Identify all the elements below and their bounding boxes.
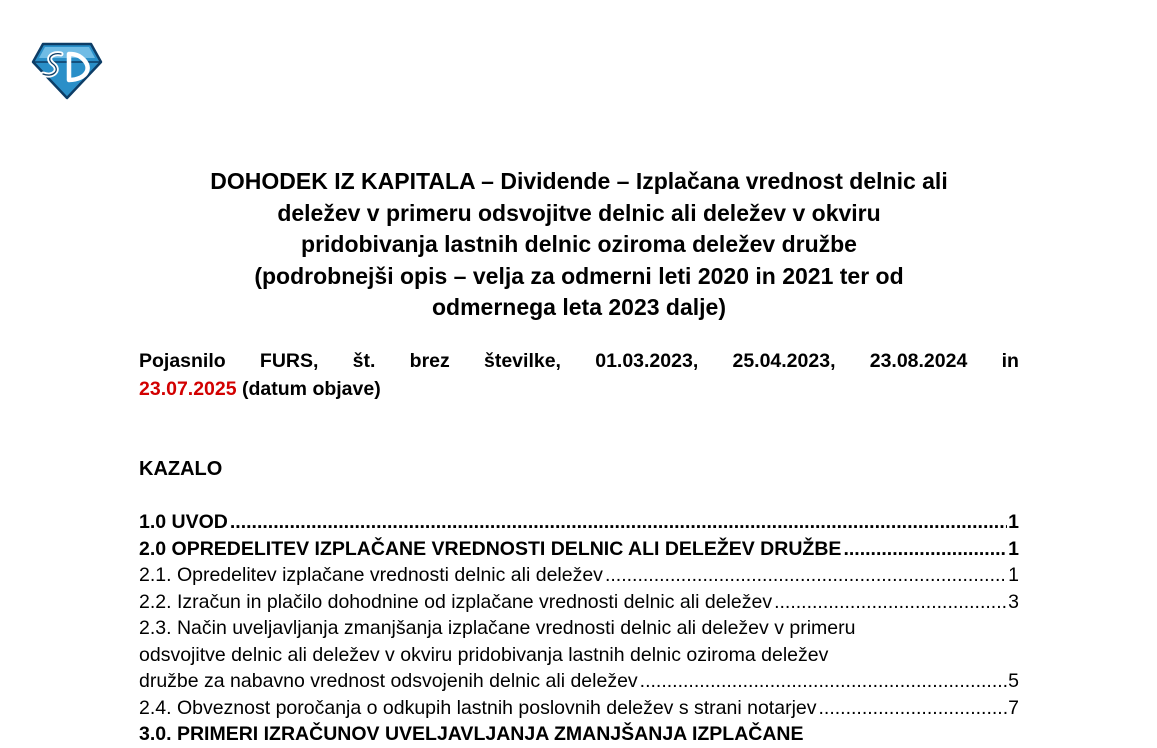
source-word: številke, [484, 350, 561, 372]
toc-entry[interactable] [139, 589, 1019, 616]
toc-page-number: 1 [1008, 564, 1019, 586]
source-word: brez [409, 350, 450, 372]
toc-entry-text: odsvojitve delnic ali deležev v okviru pridobivanja lastnih delnic oziroma deležev [139, 643, 829, 666]
title-line: deležev v primeru odsvojitve delnic ali deležev v okviru [277, 199, 881, 226]
toc-entry-text: 3.0. PRIMERI IZRAČUNOV UVELJAVLJANJA ZMANJŠANJA IZPLAČANE [139, 723, 804, 745]
source-word: in [1001, 350, 1019, 372]
document-title [120, 166, 1038, 324]
source-word: 25.04.2023, [732, 350, 836, 372]
toc-page-number: 1 [1008, 537, 1019, 560]
toc-page-number: 5 [1008, 670, 1019, 692]
toc-entry-text: 2.1. Opredelitev izplačane vrednosti delnic ali deležev [139, 564, 603, 586]
toc-entry[interactable] [139, 509, 1019, 536]
source-line-1 [139, 347, 1019, 375]
title-line: odmernega leta 2023 dalje) [431, 294, 726, 320]
toc-leader-dots [843, 536, 1007, 563]
publication-date-label: (datum objave) [236, 378, 381, 400]
source-word: FURS, [259, 350, 319, 372]
toc-entry-text: 1.0 UVOD [139, 511, 228, 533]
title-line: pridobivanja lastnih delnic oziroma deležev družbe [301, 231, 857, 257]
toc-entry[interactable] [139, 695, 1019, 722]
toc-page-number: 3 [1008, 590, 1019, 613]
source-word: št. [352, 350, 376, 372]
toc-entry[interactable] [139, 721, 1019, 748]
toc-heading: KAZALO [139, 458, 223, 480]
source-word: 23.08.2024 [869, 350, 968, 372]
toc-entry-text: družbe za nabavno vrednost odsvojenih delnic ali deležev [139, 670, 638, 692]
toc-entry[interactable] [139, 536, 1019, 563]
source-reference [139, 347, 1019, 403]
toc-page-number: 7 [1008, 696, 1019, 719]
toc-entry-last-line [139, 668, 1019, 695]
toc-entry-text: 2.3. Način uveljavljanja zmanjšanja izplačane vrednosti delnic ali deležev v primeru [139, 617, 856, 639]
toc-entry-text: 2.4. Obveznost poročanja o odkupih lastnih poslovnih deležev s strani notarjev [139, 696, 817, 719]
source-line-2 [139, 375, 1019, 403]
toc-leader-dots [230, 509, 1007, 536]
toc-entry-text: 2.0 OPREDELITEV IZPLAČANE VREDNOSTI DELNIC ALI DELEŽEV DRUŽBE [139, 537, 842, 560]
toc-page-number: 1 [1008, 511, 1019, 533]
sd-diamond-logo-icon [31, 40, 103, 100]
toc-entry[interactable] [139, 615, 1019, 695]
title-line: (podrobnejši opis – velja za odmerni leti 2020 in 2021 ter od [254, 262, 904, 289]
publication-date: 23.07.2025 [139, 378, 237, 400]
source-word: 01.03.2023, [595, 350, 699, 372]
toc-leader-dots [774, 589, 1007, 616]
toc-leader-dots [640, 668, 1007, 695]
title-line: DOHODEK IZ KAPITALA – Dividende – Izplačana vrednost delnic ali [210, 168, 948, 194]
toc-entry-text: 2.2. Izračun in plačilo dohodnine od izplačane vrednosti delnic ali deležev [139, 590, 773, 613]
toc-leader-dots [819, 695, 1008, 722]
toc-entry[interactable] [139, 562, 1019, 589]
source-word: Pojasnilo [139, 350, 226, 372]
toc-leader-dots [605, 562, 1007, 589]
table-of-contents [139, 509, 1019, 748]
